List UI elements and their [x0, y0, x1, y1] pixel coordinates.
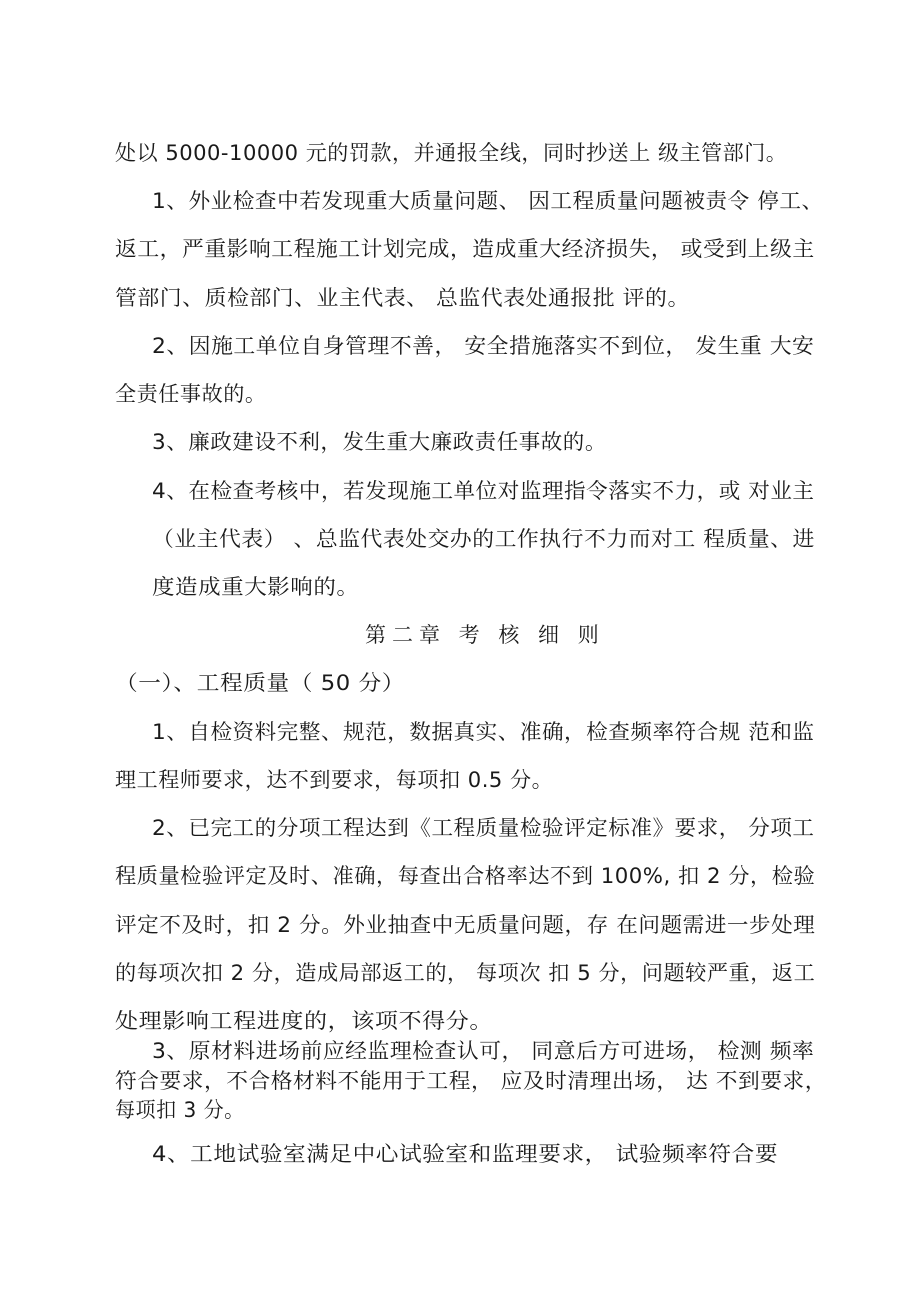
section-heading: （一）、工程质量（ 50 分）: [115, 671, 406, 695]
paragraph-line: （业主代表） 、总监代表处交办的工作执行不力而对工 程质量、进: [152, 527, 815, 551]
paragraph-line: 度造成重大影响的。: [152, 575, 360, 599]
paragraph-line: 的每项次扣 2 分，造成局部返工的， 每项次 扣 5 分，问题较严重，返工: [115, 961, 816, 985]
paragraph-line: 1、外业检查中若发现重大质量问题、 因工程质量问题被责令 停工、: [152, 189, 824, 213]
paragraph-line: 2、因施工单位自身管理不善， 安全措施落实不到位， 发生重 大安: [152, 334, 815, 358]
paragraph-line: 理工程师要求，达不到要求，每项扣 0.5 分。: [115, 768, 554, 792]
paragraph-line: 返工，严重影响工程施工计划完成，造成重大经济损失， 或受到上级主: [115, 237, 815, 261]
paragraph-line: 处理影响工程进度的，该项不得分。: [115, 1009, 494, 1033]
paragraph-line: 1、自检资料完整、规范，数据真实、准确，检查频率符合规 范和监: [152, 720, 815, 744]
paragraph-line: 评定不及时，扣 2 分。外业抽查中无质量问题，存 在问题需进一步处理: [115, 913, 816, 937]
paragraph-line: 3、廉政建设不利，发生重大廉政责任事故的。: [152, 430, 607, 454]
paragraph-line: 程质量检验评定及时、准确，每查出合格率达不到 100%, 扣 2 分，检验: [115, 864, 816, 888]
paragraph-line: 3、原材料进场前应经监理检查认可， 同意后方可进场， 检测 频率: [152, 1039, 815, 1063]
paragraph-line: 管部门、质检部门、业主代表、 总监代表处通报批 评的。: [115, 286, 690, 310]
paragraph-line: 处以 5000-10000 元的罚款，并通报全线，同时抄送上 级主管部门。: [115, 141, 788, 165]
paragraph-line: 2、已完工的分项工程达到《工程质量检验评定标准》要求， 分项工: [152, 816, 815, 840]
chapter-heading: 第二章 考 核 细 则: [365, 623, 605, 647]
paragraph-line: 符合要求，不合格材料不能用于工程， 应及时清理出场， 达 不到要求，: [115, 1069, 828, 1093]
paragraph-line: 4、在检查考核中，若发现施工单位对监理指令落实不力，或 对业主: [152, 479, 815, 503]
paragraph-line: 每项扣 3 分。: [115, 1098, 245, 1122]
paragraph-line: 全责任事故的。: [115, 382, 267, 406]
paragraph-line: 4、工地试验室满足中心试验室和监理要求， 试验频率符合要: [152, 1142, 779, 1166]
